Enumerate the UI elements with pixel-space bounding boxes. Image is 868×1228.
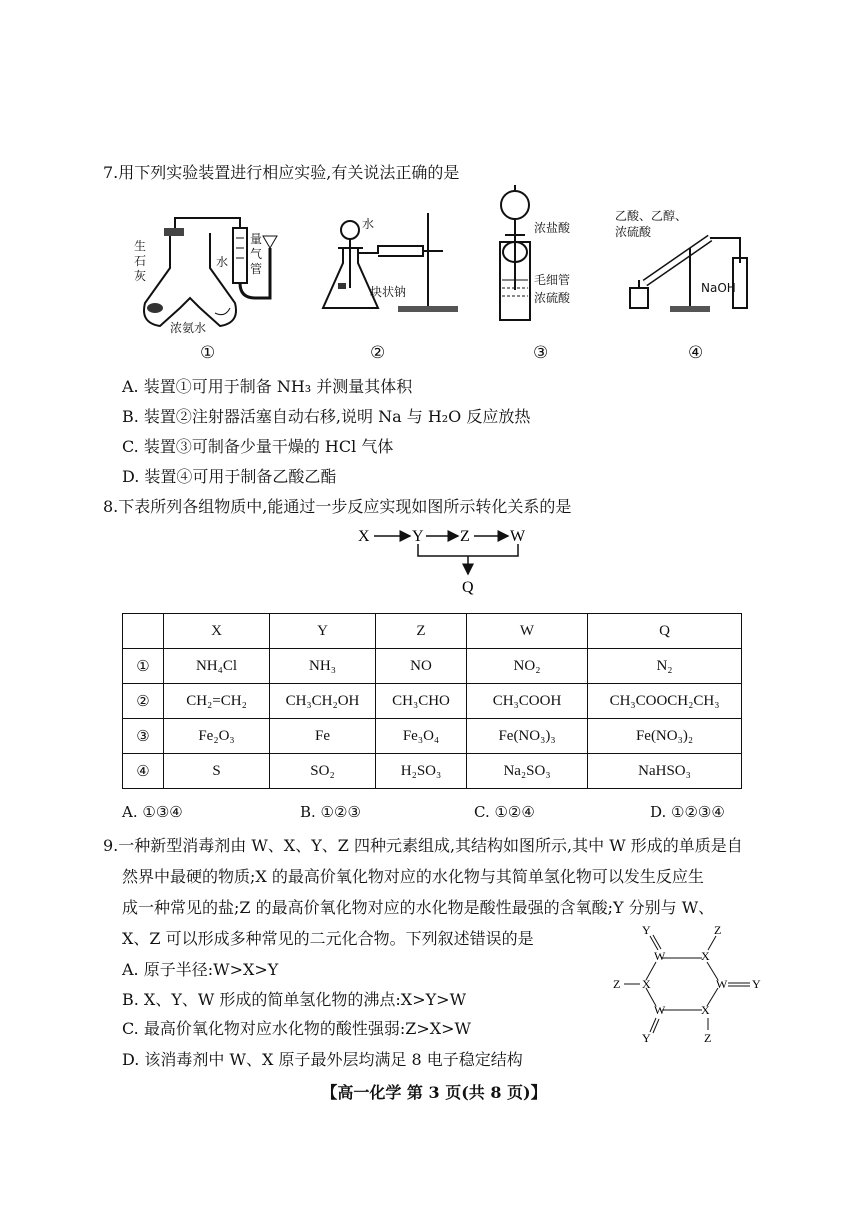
atom-label: Y [642,1031,651,1045]
label-water: 水 [216,255,229,269]
q9-stem-line-4: X、Z 可以形成多种常见的二元化合物。下列叙述错误的是 [122,929,534,948]
label-ammonia: 浓氨水 [170,321,207,335]
q9-option-b: B. X、Y、W 形成的简单氢化物的沸点:X>Y>W [122,990,467,1009]
table-cell: H₂SO₃ [376,754,467,789]
table-cell: ① [123,649,164,684]
label-sheng: 生 [134,239,147,253]
label-water-2: 水 [362,217,375,231]
apparatus-4 [615,208,765,323]
table-cell: ④ [123,754,164,789]
atom-label: X [642,977,651,991]
table-cell: Fe(NO₃)₃ [467,719,588,754]
label-capillary: 毛细管 [534,273,571,287]
table-cell: NO [376,649,467,684]
table-header: X [164,614,270,649]
caption-1: ① [200,343,216,363]
q7-option-a: A. 装置①可用于制备 NH₃ 并测量其体积 [122,377,413,396]
atom-label: X [701,1003,710,1017]
table-cell: NO₂ [467,649,588,684]
atom-label: Y [642,923,651,937]
apparatus-1 [130,208,280,338]
table-cell: Fe₂O₃ [164,719,270,754]
q7-stem: 7.用下列实验装置进行相应实验,有关说法正确的是 [103,163,460,182]
label-hcl: 浓盐酸 [534,221,571,235]
table-cell: CH₃COOH [467,684,588,719]
atom-label: Z [704,1031,712,1045]
table-row [123,754,742,789]
conversion-scheme [350,522,540,600]
label-h2so4: 浓硫酸 [534,291,571,305]
table-header: Q [588,614,742,649]
apparatus-3 [490,180,600,330]
table-cell: Fe [270,719,376,754]
molecule-structure [610,922,770,1047]
q8-option-b: B. ①②③ [300,803,361,821]
table-header-row [123,614,742,649]
table-cell: SO₂ [270,754,376,789]
atom-label: W [716,977,728,991]
table-header: Z [376,614,467,649]
q9-stem-line-1: 9.一种新型消毒剂由 W、X、Y、Z 四种元素组成,其结构如图所示,其中 W 形成的单质是自 [103,836,743,855]
scheme-y: Y [412,528,424,545]
label-shi: 石 [134,254,147,268]
caption-3: ③ [533,343,549,363]
table-cell: NaHSO₃ [588,754,742,789]
table-cell: CH₃CH₂OH [270,684,376,719]
page-footer: 【高一化学 第 3 页(共 8 页)】 [321,1083,547,1102]
q8-option-a: A. ①③④ [122,803,183,821]
table-cell: ② [123,684,164,719]
table-cell: CH₃COOCH₂CH₃ [588,684,742,719]
table-cell: Fe(NO₃)₂ [588,719,742,754]
q7-option-c: C. 装置③可制备少量干燥的 HCl 气体 [122,437,394,456]
q9-option-d: D. 该消毒剂中 W、X 原子最外层均满足 8 电子稳定结构 [122,1050,523,1069]
atom-label: W [654,1003,666,1017]
table-cell: CH₂=CH₂ [164,684,270,719]
q8-option-c: C. ①②④ [474,803,535,821]
q8-stem: 8.下表所列各组物质中,能通过一步反应实现如图所示转化关系的是 [103,497,572,516]
table-cell: NH₄Cl [164,649,270,684]
q7-option-b: B. 装置②注射器活塞自动右移,说明 Na 与 H₂O 反应放热 [122,407,531,426]
substance-table [122,613,742,789]
label-h2so4-2: 浓硫酸 [615,225,652,239]
label-hui: 灰 [134,269,147,283]
label-reagents: 乙酸、乙醇、 [615,209,688,223]
atom-label: W [654,949,666,963]
table-cell: ③ [123,719,164,754]
table-row [123,684,742,719]
q9-option-c: C. 最高价氧化物对应水化物的酸性强弱:Z>X>W [122,1019,472,1038]
table-cell: S [164,754,270,789]
label-naoh: NaOH [701,281,736,295]
apparatus-2 [318,208,458,323]
table-cell: N₂ [588,649,742,684]
scheme-x: X [358,528,370,545]
q9-stem-line-2: 然界中最硬的物质;X 的最高价氧化物对应的水化物与其简单氢化物可以发生反应生 [122,867,704,886]
table-header [123,614,164,649]
table-row [123,649,742,684]
label-liang: 量 [250,232,263,246]
q9-option-a: A. 原子半径:W>X>Y [122,960,279,979]
label-sodium: 块状钠 [370,285,407,299]
table-cell: Na₂SO₃ [467,754,588,789]
q9-stem-line-3: 成一种常见的盐;Z 的最高价氧化物对应的水化物是酸性最强的含氧酸;Y 分别与 W、 [122,898,715,917]
atom-label: Y [752,977,761,991]
caption-2: ② [370,343,386,363]
table-cell: NH₃ [270,649,376,684]
label-guan: 管 [250,262,263,276]
q8-option-d: D. ①②③④ [650,803,725,821]
q7-option-d: D. 装置④可用于制备乙酸乙酯 [122,467,337,486]
table-cell: Fe₃O₄ [376,719,467,754]
caption-4: ④ [688,343,704,363]
scheme-q: Q [462,579,474,596]
atom-label: X [701,949,710,963]
table-header: Y [270,614,376,649]
table-cell: CH₃CHO [376,684,467,719]
atom-label: Z [714,923,722,937]
scheme-z: Z [460,528,470,545]
atom-label: Z [613,977,621,991]
label-qi: 气 [250,247,263,261]
table-header: W [467,614,588,649]
table-row [123,719,742,754]
scheme-w: W [510,528,526,545]
